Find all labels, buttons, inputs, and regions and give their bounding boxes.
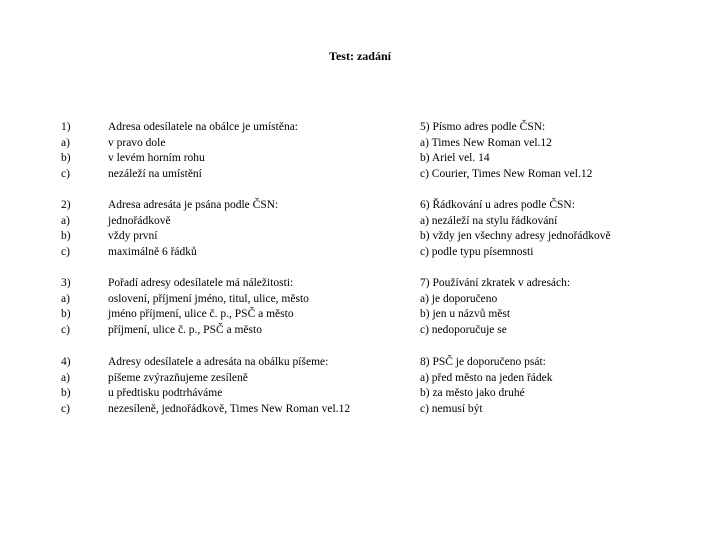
- option-c: příjmení, ulice č. p., PSČ a město: [108, 323, 262, 336]
- option-a: jednořádkově: [108, 214, 171, 227]
- option-marker-b: b): [61, 152, 71, 164]
- question-text: [108, 198, 408, 260]
- option-c: maximálně 6 řádků: [108, 245, 197, 258]
- option-c: c) nemusí být: [420, 402, 483, 415]
- question-markers: [61, 120, 101, 182]
- question-markers: [61, 198, 101, 260]
- option-b: b) jen u názvů měst: [420, 308, 511, 320]
- question-8: [420, 355, 710, 417]
- option-a: a) před město na jeden řádek: [420, 371, 553, 384]
- question-prompt: Adresy odesílatele a adresáta na obálku píšeme:: [108, 356, 329, 368]
- question-prompt: 7) Používání zkratek v adresách:: [420, 277, 571, 289]
- question-prompt: Adresa adresáta je psána podle ČSN:: [108, 199, 279, 211]
- question-text: [108, 120, 408, 182]
- option-marker-a: a): [61, 214, 70, 227]
- question-prompt: 5) Písmo adres podle ČSN:: [420, 121, 546, 133]
- option-marker-c: c): [61, 245, 70, 258]
- option-c: nezáleží na umístění: [108, 167, 202, 180]
- option-marker-b: b): [61, 387, 71, 399]
- option-marker-a: a): [61, 371, 70, 384]
- question-text: [108, 355, 408, 417]
- option-marker-b: b): [61, 230, 71, 242]
- option-b: b) za město jako druhé: [420, 387, 525, 399]
- option-c: c) nedoporučuje se: [420, 323, 507, 336]
- question-prompt: 8) PSČ je doporučeno psát:: [420, 356, 546, 368]
- option-b: u předtisku podtrháváme: [108, 387, 223, 399]
- page-title: Test: zadání: [329, 49, 391, 63]
- option-a: a) je doporučeno: [420, 292, 498, 305]
- question-prompt: 6) Řádkování u adres podle ČSN:: [420, 199, 575, 211]
- question-7: [420, 276, 710, 338]
- question-markers: [61, 355, 101, 417]
- option-marker-a: a): [61, 136, 70, 149]
- option-a: píšeme zvýrazňujeme zesíleně: [108, 371, 248, 384]
- question-6: [420, 198, 710, 260]
- option-c: c) Courier, Times New Roman vel.12: [420, 167, 593, 180]
- question-number: 4): [61, 356, 71, 368]
- option-c: c) podle typu písemnosti: [420, 245, 534, 258]
- option-c: nezesíleně, jednořádkově, Times New Roman vel.12: [108, 402, 351, 415]
- option-marker-c: c): [61, 323, 70, 336]
- option-a: a) nezáleží na stylu řádkování: [420, 214, 558, 227]
- question-markers: [61, 276, 101, 338]
- option-marker-c: c): [61, 402, 70, 415]
- question-prompt: Pořadí adresy odesílatele má náležitosti:: [108, 277, 294, 289]
- question-number: 2): [61, 199, 71, 211]
- question-number: 1): [61, 121, 71, 133]
- option-a: v pravo dole: [108, 136, 166, 149]
- option-b: vždy první: [108, 230, 158, 242]
- question-text: [108, 276, 408, 338]
- option-b: v levém horním rohu: [108, 152, 205, 164]
- option-a: oslovení, příjmení jméno, titul, ulice, město: [108, 292, 309, 305]
- option-a: a) Times New Roman vel.12: [420, 136, 552, 149]
- question-prompt: Adresa odesílatele na obálce je umístěna:: [108, 121, 298, 133]
- option-b: jméno příjmení, ulice č. p., PSČ a město: [108, 308, 294, 320]
- option-b: b) vždy jen všechny adresy jednořádkově: [420, 230, 611, 242]
- option-marker-b: b): [61, 308, 71, 320]
- option-b: b) Ariel vel. 14: [420, 152, 490, 164]
- question-number: 3): [61, 277, 71, 289]
- option-marker-c: c): [61, 167, 70, 180]
- question-5: [420, 120, 710, 182]
- option-marker-a: a): [61, 292, 70, 305]
